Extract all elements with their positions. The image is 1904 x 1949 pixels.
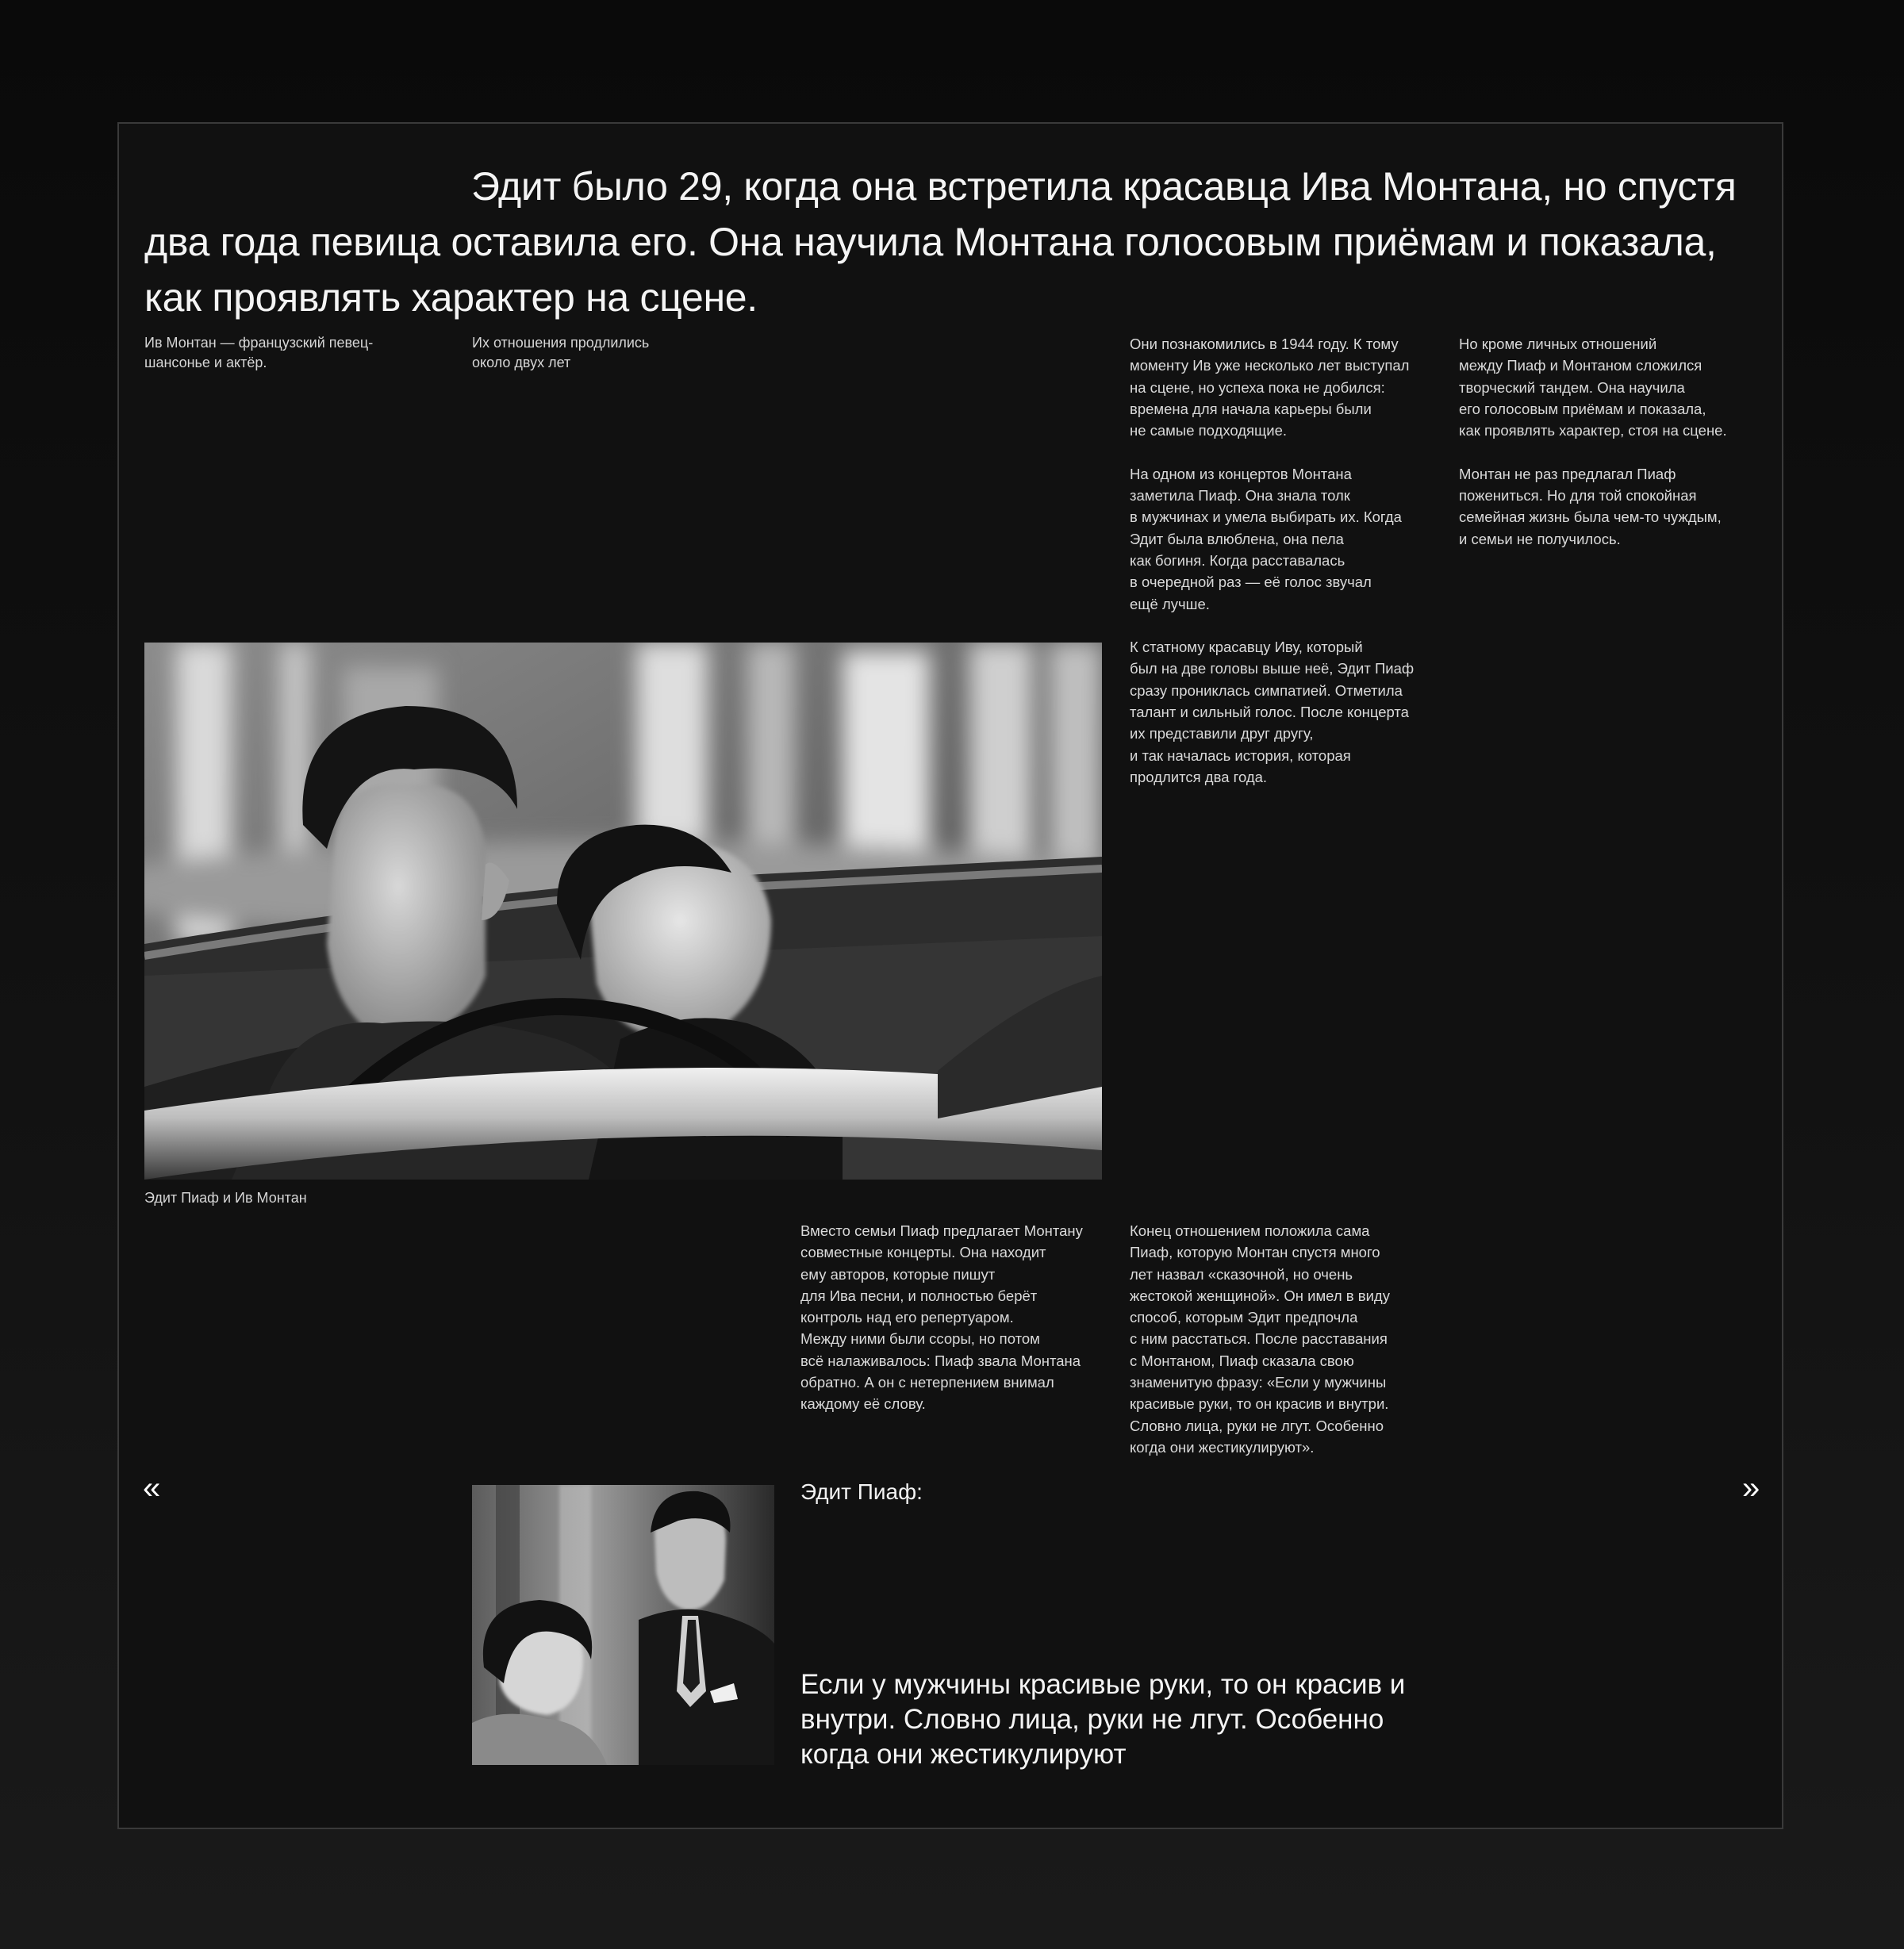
quote-author: Эдит Пиаф: <box>800 1479 923 1504</box>
lead-paragraph: Эдит было 29, когда она встретила красавца Ива Монтана, но спустя два года певица оставила его. Она научила Монтана голосовым приёмам и показала, как проявлять характер на сцене. <box>144 164 1737 320</box>
photo-piaf-montand-car <box>144 643 1102 1180</box>
quote-open-mark: « <box>143 1471 161 1506</box>
text-column-concerts: Вместо семьи Пиаф предлагает Монтану совместные концерты. Она находит ему авторов, которые пишут для Ива песни, и полностью берёт контроль над его репертуаром. Между ними были ссоры, но потом всё налаживалось: Пиаф звала Монтана обратно. А он с нетерпением внимал каждому её слову. <box>800 1222 1083 1413</box>
note-duration: Их отношения продлились около двух лет <box>472 335 650 370</box>
photo-caption: Эдит Пиаф и Ив Монтан <box>144 1190 307 1206</box>
note-montand: Ив Монтан — французский певец-шансонье и актёр. <box>144 335 374 370</box>
text-column-tandem: Но кроме личных отношений между Пиаф и Монтаном сложился творческий тандем. Она научила его голосовым приёмам и показала, как проявлять характер, стоя на сцене. Монтан не раз предлагал Пиаф пожениться. Но для той спокойная семейная жизнь была чем-то чуждым, и семьи не получилось. <box>1459 336 1727 547</box>
text-column-ending: Конец отношением положила сама Пиаф, которую Монтан спустя много лет назвал «сказочной, но очень жестокой женщиной». Он имел в виду способ, которым Эдит предпочла с ним расстаться. После расставания с Монтаном, Пиаф сказала свою знаменитую фразу: «Если у мужчины красивые руки, то он красив и внутри. Словно лица, руки не лгут. Особенно когда они жестикулируют». <box>1130 1222 1390 1456</box>
article-frame <box>117 122 1783 1829</box>
quote-close-mark: » <box>1742 1471 1760 1506</box>
photo-piaf-montand-car-image <box>144 643 1102 1180</box>
text-column-meeting: Они познакомились в 1944 году. К тому моменту Ив уже несколько лет выступал на сцене, но успеха пока не добился: времена для начала карьеры были не самые подходящие. На одном из концертов Монтана заметила Пиаф. Она знала толк в мужчинах и умела выбирать их. Когда Эдит была влюблена, она пела как богиня. Когда расставалась в очередной раз — её голос звучал ещё лучше. К статному красавцу Иву, который был на две головы выше неё, Эдит Пиаф сразу прониклась симпатией. Отметила талант и сильный голос. После концерта их представили друг другу, и так началась история, которая продлится два года. <box>1130 336 1415 785</box>
photo-piaf-montand-portrait <box>472 1485 774 1765</box>
photo-piaf-montand-portrait-image <box>472 1485 774 1765</box>
quote-text: Если у мужчины красивые руки, то он красив и внутри. Словно лица, руки не лгут. Особенно когда они жестикулируют <box>800 1669 1406 1770</box>
